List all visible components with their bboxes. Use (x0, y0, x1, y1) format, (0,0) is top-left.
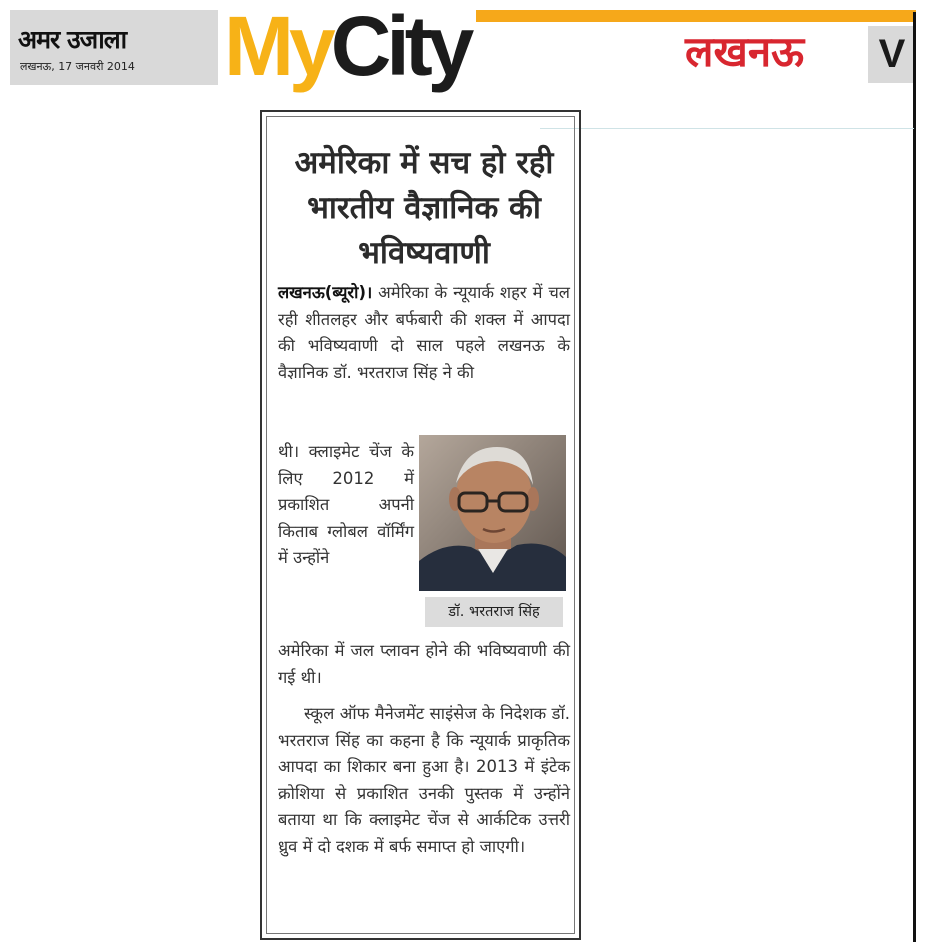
portrait-photo (419, 435, 566, 591)
article-inner-frame (266, 116, 575, 934)
article-paragraph-1-wrap: थी। क्लाइमेट चेंज के लिए 2012 में प्रकाशित अपनी किताब ग्लोबल वॉर्मिंग में उन्होंने (278, 442, 414, 567)
article-paragraph-1-lead: अमेरिका के न्यूयार्क शहर में चल रही शीतलहर और बर्फबारी की शक्ल में आपदा की भविष्यवाणी दो साल पहले लखनऊ के वैज्ञानिक डॉ. भरतराज सिंह ने की (278, 283, 570, 382)
article-dateline: लखनऊ(ब्यूरो)। (278, 283, 373, 302)
accent-bar (476, 10, 916, 22)
column-rule (540, 128, 914, 129)
masthead (10, 0, 916, 93)
article-paragraph-1 (278, 280, 570, 386)
article-photo (419, 435, 566, 629)
article-paragraph-1-end: अमेरिका में जल प्लावन होने की भविष्यवाणी की गई थी। (278, 641, 570, 687)
edition-date: लखनऊ, 17 जनवरी 2014 (20, 60, 135, 73)
city-name: लखनऊ (685, 27, 805, 76)
page-border-rule (913, 12, 916, 942)
edition-letter: V (868, 26, 916, 83)
section-logo-my: My (224, 0, 331, 93)
portrait-image (419, 435, 566, 591)
photo-caption: डॉ. भरतराज सिंह (425, 597, 563, 627)
section-logo (224, 0, 470, 93)
newspaper-name: अमर उजाला (18, 25, 127, 54)
section-logo-city: City (330, 0, 470, 93)
article-headline: अमेरिका में सच हो रही भारतीय वैज्ञानिक की भविष्यवाणी (294, 145, 554, 271)
article-paragraph-2: स्कूल ऑफ मैनेजमेंट साइंसेज के निदेशक डॉ. भरतराज सिंह का कहना है कि न्यूयार्क प्राकृतिक आपदा का शिकार बना हुआ है। 2013 में इंटेक क्रोशिया से प्रकाशित उनकी पुस्तक में उन्होंने बताया था कि क्लाइमेट चेंज से आर्कटिक उत्तरी ध्रुव में दो दशक में बर्फ समाप्त हो जाएगी। (278, 704, 570, 856)
newspaper-logo-block (10, 10, 218, 85)
news-article (260, 110, 581, 940)
